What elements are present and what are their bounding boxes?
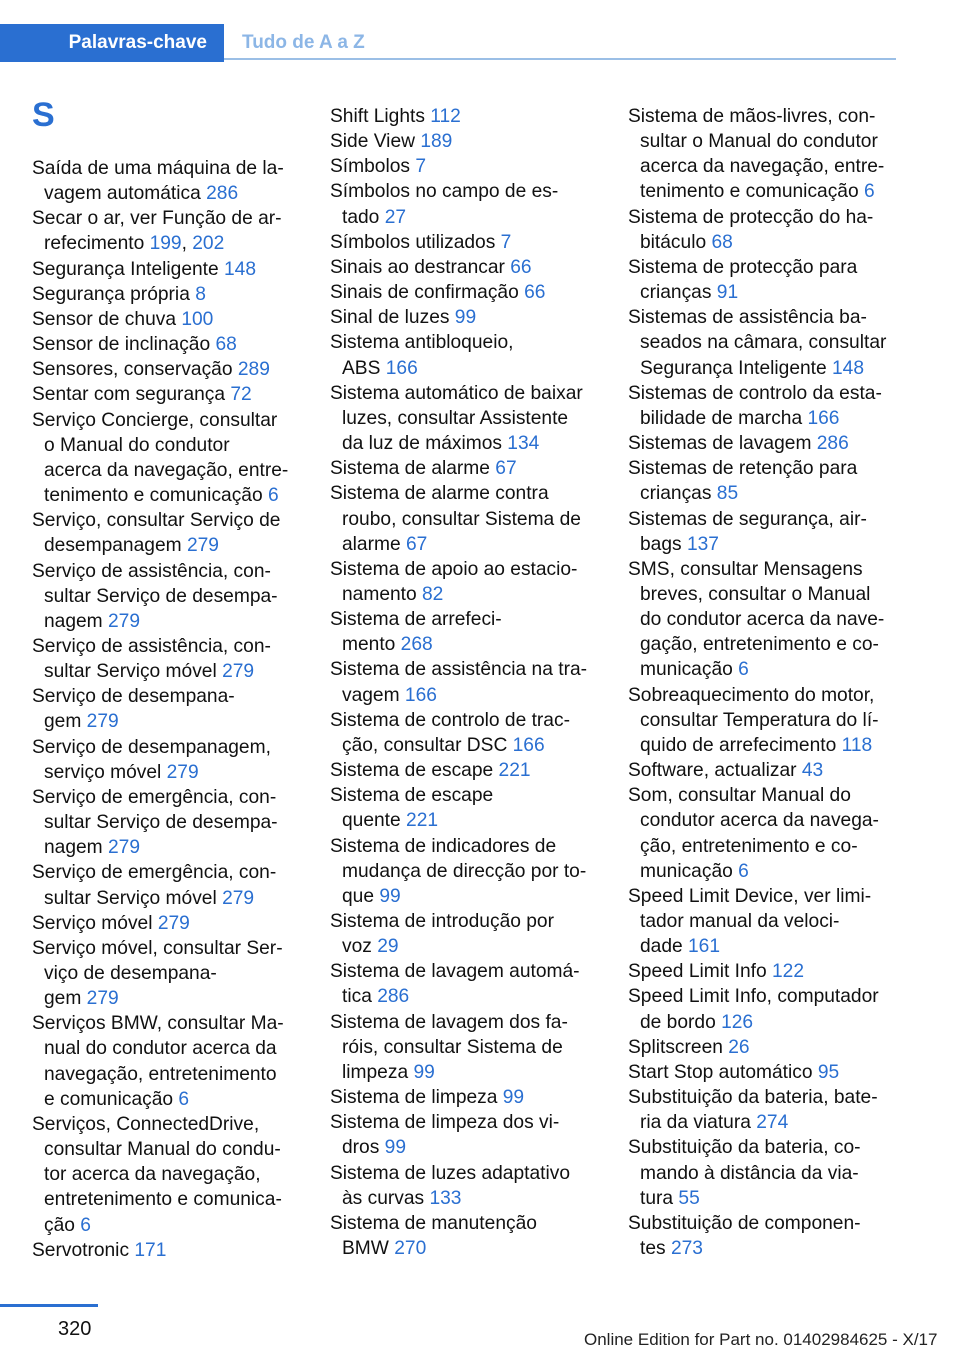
page-reference-link[interactable]: 95: [817, 1061, 840, 1083]
page-reference-link[interactable]: 166: [404, 684, 437, 706]
page-reference-link[interactable]: 112: [430, 106, 461, 127]
tab-a-to-z[interactable]: Tudo de A a Z: [242, 32, 365, 53]
index-entry: [628, 305, 896, 380]
page-reference-link[interactable]: 99: [454, 307, 477, 329]
index-entry-text: acerca da navegação, entre-: [640, 156, 885, 178]
index-entry-text: Sentar com segurança: [32, 384, 231, 406]
index-entry-text: Sistema de alarme: [330, 458, 496, 480]
index-entry-text: tor acerca da navegação,: [44, 1164, 261, 1186]
index-entry-text: nual do condutor acerca da: [44, 1038, 277, 1060]
index-entry: [330, 179, 598, 229]
index-entry-text: quido de arrefecimento: [640, 734, 842, 756]
page-reference-link[interactable]: 221: [406, 810, 439, 832]
index-entry: [32, 860, 300, 910]
index-entry-text: Sistemas de retenção para: [628, 458, 858, 480]
index-entry: [628, 456, 896, 506]
index-entry-text: dros: [342, 1137, 385, 1159]
page-reference-link[interactable]: 43: [801, 760, 824, 782]
index-column-2: [330, 104, 598, 1261]
index-entry: [628, 255, 896, 305]
page-reference-link[interactable]: 26: [728, 1036, 750, 1058]
index-entry-text: Splitscreen: [628, 1036, 729, 1058]
index-entry-text: Substituição da bateria, bate-: [628, 1087, 878, 1109]
page-reference-link[interactable]: 122: [772, 961, 805, 983]
index-entry-text: Sistema de controlo de trac-: [330, 709, 570, 731]
index-entry-text: Serviço de assistência, con-: [32, 635, 271, 657]
index-entry-text: Substituição de componen-: [628, 1212, 861, 1234]
index-entry-text: seados na câmara, consultar: [640, 332, 887, 354]
index-entry-text: Símbolos utilizados: [330, 231, 501, 253]
index-entry: [628, 683, 896, 758]
index-entry-text: Serviço Concierge, consultar: [32, 409, 278, 431]
index-entry-text: municação: [640, 860, 739, 882]
page-reference-link[interactable]: 99: [413, 1061, 435, 1083]
page-reference-link[interactable]: 118: [841, 734, 873, 756]
page-reference-link[interactable]: 67: [495, 458, 517, 480]
page-reference-link[interactable]: 85: [716, 483, 739, 505]
page-reference-link[interactable]: 100: [181, 308, 214, 330]
index-entry-text: Serviço de assistência, con-: [32, 560, 271, 582]
index-entry-text: Sensor de chuva: [32, 308, 182, 330]
index-entry: [628, 758, 896, 783]
page-reference-link[interactable]: 91: [716, 282, 739, 304]
page-reference-link[interactable]: 279: [186, 535, 219, 557]
page-reference-link[interactable]: 66: [524, 282, 546, 304]
index-entry-text: Side View: [330, 131, 421, 153]
index-entry-text: ção, entretenimento e co-: [640, 835, 858, 857]
index-entry-text: Shift Lights: [330, 106, 431, 127]
page-reference-link[interactable]: 99: [379, 885, 401, 907]
index-entry-text: bitáculo: [640, 231, 712, 253]
edition-footer: Online Edition for Part no. 01402984625 - X/17: [584, 1330, 938, 1349]
index-entry-text: Serviço de emergência, con-: [32, 786, 277, 808]
header-divider: [224, 58, 896, 60]
index-entry: [32, 408, 300, 509]
index-entry: [330, 280, 598, 305]
index-entry-text: Sistemas de assistência ba-: [628, 307, 867, 329]
index-entry-text: às curvas: [342, 1187, 430, 1209]
index-entry: [628, 1085, 896, 1135]
index-entry-text: Serviço móvel, consultar Ser-: [32, 937, 283, 959]
index-entry-text: Serviços BMW, consultar Ma-: [32, 1013, 284, 1035]
index-entry: [32, 332, 300, 357]
page-reference-link[interactable]: 134: [507, 433, 540, 455]
index-entry-text: refecimento: [44, 233, 150, 255]
index-entry-text: Símbolos: [330, 156, 416, 178]
page-reference-link[interactable]: 6: [738, 659, 749, 681]
page-reference-link[interactable]: 6: [178, 1088, 190, 1110]
index-entry-text: ABS: [342, 357, 386, 379]
index-entry-text: sultar Serviço móvel: [44, 887, 223, 909]
page-reference-link[interactable]: 133: [429, 1187, 462, 1209]
index-entry: [628, 1135, 896, 1210]
index-entry-text: navegação, entretenimento: [44, 1063, 277, 1085]
page-reference-link[interactable]: 202: [192, 233, 225, 255]
index-entry-text: crianças: [640, 483, 717, 505]
index-entry-text: Sistema de luzes adaptativo: [330, 1162, 570, 1184]
index-entry-text: municação: [640, 659, 739, 681]
index-entry: [32, 559, 300, 634]
page-reference-link[interactable]: 99: [384, 1137, 407, 1159]
page-header: [0, 0, 960, 62]
index-entry-text: Sistema de apoio ao estacio-: [330, 558, 578, 580]
index-entry-text: condutor acerca da navega-: [640, 810, 879, 832]
index-entry: [628, 884, 896, 959]
index-entry: [330, 959, 598, 1009]
index-entry-text: Serviço de emergência, con-: [32, 862, 277, 884]
index-entry-text: namento: [342, 583, 423, 605]
index-entry-text: bilidade de marcha: [640, 407, 808, 429]
index-entry-text: Sinal de luzes: [330, 307, 455, 329]
index-entry: [628, 104, 896, 205]
page-reference-link[interactable]: 279: [86, 711, 119, 733]
page-reference-link[interactable]: 171: [134, 1239, 167, 1261]
index-entry-text: tura: [640, 1187, 679, 1209]
page-reference-link[interactable]: 279: [108, 837, 141, 859]
index-entry-text: Sistema de lavagem automá-: [330, 961, 580, 983]
index-entry-text: e comunicação: [44, 1088, 179, 1110]
index-entry-text: Sistema de arrefeci-: [330, 609, 502, 631]
index-entry-text: gem: [44, 711, 87, 733]
index-entry-text: tador manual da veloci-: [640, 911, 840, 932]
index-entry: [32, 936, 300, 1011]
page-reference-link[interactable]: 279: [222, 661, 255, 683]
page-reference-link[interactable]: 67: [405, 533, 428, 555]
index-entry-text: Sistema de limpeza: [330, 1087, 503, 1109]
index-entry: [330, 783, 598, 833]
page-reference-link[interactable]: 221: [498, 760, 531, 782]
index-entry-text: ção: [44, 1214, 81, 1236]
index-entry-text: mudança de direcção por to-: [342, 860, 587, 882]
page-reference-link[interactable]: 126: [721, 1011, 754, 1033]
index-entry-text: da luz de máximos: [342, 433, 508, 455]
index-entry: [628, 557, 896, 683]
page-reference-link[interactable]: 268: [400, 634, 433, 656]
index-entry-text: Sistema de escape: [330, 760, 499, 782]
index-entry-text: Sistemas de segurança, air-: [628, 508, 867, 530]
index-entry-text: tenimento e comunicação: [640, 181, 864, 203]
index-entry: [32, 735, 300, 785]
index-entry: [330, 758, 598, 783]
index-entry-text: Serviço de desempana-: [32, 686, 235, 708]
index-entry-text: mando à distância da via-: [640, 1162, 859, 1184]
index-entry-text: consultar Manual do condu-: [44, 1139, 281, 1161]
index-entry-text: nagem: [44, 837, 108, 859]
index-entry: [330, 1085, 598, 1110]
page-reference-link[interactable]: 286: [377, 986, 410, 1008]
index-entry-text: gem: [44, 988, 87, 1010]
index-entry-text: Sistema de indicadores de: [330, 835, 557, 857]
index-entry: [628, 1035, 896, 1060]
index-entry-text: Substituição da bateria, co-: [628, 1137, 861, 1159]
index-entry: [330, 909, 598, 959]
index-entry-text: nagem: [44, 610, 108, 632]
index-entry: [330, 1010, 598, 1085]
index-entry-text: gação, entretenimento e co-: [640, 634, 879, 656]
page-reference-link[interactable]: 99: [502, 1087, 525, 1109]
index-entry-text: Sistema de mãos-livres, con-: [628, 106, 876, 127]
index-entry-text: que: [342, 885, 380, 907]
index-entry-text: Segurança Inteligente: [32, 258, 225, 280]
index-entry: [32, 1112, 300, 1238]
index-entry: [330, 607, 598, 657]
index-entry: [330, 230, 598, 255]
page-reference-link[interactable]: 189: [420, 131, 453, 153]
index-entry-text: Sistema de manutenção: [330, 1212, 537, 1234]
index-entry-text: sultar o Manual do condutor: [640, 131, 878, 153]
page-reference-link[interactable]: 82: [422, 583, 444, 605]
footer-accent-line: [0, 1304, 98, 1307]
page-reference-link[interactable]: 166: [512, 734, 545, 756]
index-entry: [628, 959, 896, 984]
index-entry-text: vagem: [342, 684, 405, 706]
index-entry-text: quente: [342, 810, 407, 832]
index-entry-text: ria da viatura: [640, 1112, 757, 1134]
index-entry-text: Sistema de limpeza dos vi-: [330, 1112, 560, 1134]
page-reference-link[interactable]: 6: [267, 485, 279, 507]
index-entry: Secar o ar, ver Função de ar- refecimento 199, 202: [32, 208, 282, 255]
index-entry: [32, 785, 300, 860]
page-reference-link[interactable]: 289: [237, 359, 270, 381]
index-entry-text: desempanagem: [44, 535, 187, 557]
index-entry: [330, 1211, 598, 1261]
index-entry: [32, 911, 300, 936]
page-reference-link[interactable]: 27: [384, 206, 407, 228]
index-entry-text: vagem automática: [44, 183, 207, 205]
page-reference-link[interactable]: 55: [678, 1187, 700, 1209]
index-entry: [628, 431, 896, 456]
page-reference-link[interactable]: 137: [686, 533, 719, 555]
index-entry-text: serviço móvel: [44, 761, 167, 783]
index-entry-text: ção, consultar DSC: [342, 734, 513, 756]
index-entry: [628, 507, 896, 557]
index-entry: [32, 156, 300, 206]
index-entry-text: breves, consultar o Manual: [640, 583, 871, 605]
index-entry-text: Sistema de introdução por: [330, 911, 554, 932]
index-entry-text: Serviço de desempanagem,: [32, 736, 271, 758]
index-entry: [330, 154, 598, 179]
index-entry-text: do condutor acerca da nave-: [640, 609, 885, 631]
index-entry: [628, 381, 896, 431]
index-entry-text: Speed Limit Info: [628, 961, 772, 983]
tab-keywords[interactable]: Palavras-chave: [0, 24, 224, 62]
index-entry-text: viço de desempana-: [44, 963, 217, 984]
index-entry-text: alarme: [342, 533, 406, 555]
index-entry-text: Speed Limit Device, ver limi-: [628, 885, 872, 907]
index-entry: [628, 1060, 896, 1085]
index-entry-text: Sensores, conservação: [32, 359, 238, 381]
index-entry-text: crianças: [640, 282, 717, 304]
page-reference-link[interactable]: 166: [385, 357, 418, 379]
page-reference-link[interactable]: 7: [415, 156, 426, 178]
page-reference-link[interactable]: 279: [157, 912, 190, 934]
index-entry: [330, 834, 598, 909]
index-entry: [330, 557, 598, 607]
index-entry-text: Software, actualizar: [628, 760, 802, 782]
index-entry-text: Sistema de escape: [330, 785, 494, 807]
index-entry: [330, 481, 598, 556]
index-entry-text: BMW: [342, 1238, 395, 1260]
page-reference-link[interactable]: 273: [670, 1238, 703, 1260]
index-entry-text: Sinais de confirmação: [330, 282, 525, 304]
index-entry-text: sultar Serviço de desempa-: [44, 585, 278, 607]
page-reference-link[interactable]: 68: [215, 334, 237, 356]
page-reference-link[interactable]: 166: [807, 407, 840, 429]
index-entry: [330, 657, 598, 707]
index-entry-text: Sistemas de lavagem: [628, 433, 817, 455]
page-reference-link[interactable]: 286: [206, 183, 239, 205]
index-entry-text: tado: [342, 206, 385, 228]
page-reference-link[interactable]: 279: [86, 988, 119, 1010]
index-entry: [330, 255, 598, 280]
page-reference-link[interactable]: 29: [377, 936, 399, 958]
index-entry-text: Sinais ao destrancar: [330, 256, 511, 278]
index-entry-text: tes: [640, 1238, 671, 1260]
index-entry: [330, 708, 598, 758]
index-entry: [628, 1211, 896, 1261]
index-entry-text: Segurança própria: [32, 283, 196, 305]
index-entry: [32, 1011, 300, 1112]
index-entry: [32, 382, 300, 407]
index-entry: [32, 307, 300, 332]
index-entry-text: SMS, consultar Mensagens: [628, 558, 863, 580]
index-entry-text: Serviço móvel: [32, 912, 158, 934]
index-column-1: [32, 98, 300, 1263]
index-entry-text: Sistema automático de baixar: [330, 382, 583, 404]
index-entry-text: Sistema de protecção do ha-: [628, 206, 874, 228]
index-entry-text: tenimento e comunicação: [44, 485, 268, 507]
index-entry-text: Sensor de inclinação: [32, 334, 216, 356]
index-entry: [330, 104, 598, 129]
page-reference-link[interactable]: 279: [166, 761, 199, 783]
index-entry: [32, 357, 300, 382]
index-entry: [32, 508, 300, 558]
page-reference-link[interactable]: 270: [394, 1238, 427, 1260]
index-entry-text: bags: [640, 533, 687, 555]
index-entry: [628, 783, 896, 884]
index-entry: [330, 456, 598, 481]
page-reference-link[interactable]: 72: [230, 384, 252, 406]
index-entry: [330, 1161, 598, 1211]
index-entry-text: dade: [640, 936, 689, 958]
index-entry-text: Sistema de alarme contra: [330, 483, 549, 505]
index-entry-text: de bordo: [640, 1011, 722, 1033]
index-entry: [32, 257, 300, 282]
index-column-3: [628, 104, 896, 1261]
page-reference-link[interactable]: 66: [510, 256, 532, 278]
index-entry-text: Saída de uma máquina de la-: [32, 158, 284, 179]
section-letter: S: [32, 96, 55, 134]
index-entry-text: mento: [342, 634, 401, 656]
index-entry-text: Sistema antibloqueio,: [330, 332, 514, 354]
page-reference-link[interactable]: 7: [500, 231, 512, 253]
index-entry-text: Sistema de lavagem dos fa-: [330, 1011, 568, 1033]
index-entry-text: róis, consultar Sistema de: [342, 1036, 563, 1058]
page-reference-link[interactable]: 199: [149, 233, 182, 255]
index-entry: [330, 1110, 598, 1160]
page-reference-link[interactable]: 6: [80, 1214, 91, 1236]
index-entry: [330, 330, 598, 380]
index-entry-text: Serviço, consultar Serviço de: [32, 510, 281, 532]
index-entry-text: Serviços, ConnectedDrive,: [32, 1113, 260, 1135]
index-entry: [330, 305, 598, 330]
page-reference-link[interactable]: 274: [756, 1112, 789, 1134]
page-reference-link[interactable]: 279: [108, 610, 141, 632]
index-entry-text: roubo, consultar Sistema de: [342, 508, 581, 530]
index-entry-text: o Manual do condutor: [44, 434, 230, 456]
index-entry-text: sultar Serviço móvel: [44, 661, 223, 683]
index-entry-text: voz: [342, 936, 378, 958]
page-reference-link[interactable]: 68: [711, 231, 733, 253]
index-entry: [628, 205, 896, 255]
index-entry-text: luzes, consultar Assistente: [342, 407, 569, 429]
index-entry-text: consultar Temperatura do lí-: [640, 709, 879, 731]
index-entry: [330, 129, 598, 154]
page-reference-link[interactable]: 6: [738, 860, 749, 882]
index-entry: [32, 684, 300, 734]
index-entry: [330, 381, 598, 456]
index-entry-text: Segurança Inteligente: [640, 357, 833, 379]
index-entry: [628, 984, 896, 1034]
index-entry-text: sultar Serviço de desempa-: [44, 812, 278, 834]
index-entry-text: Sistemas de controlo da esta-: [628, 382, 882, 404]
index-entry: [32, 634, 300, 684]
index-entry: [32, 282, 300, 307]
page-reference-link[interactable]: 161: [688, 936, 721, 958]
index-entry-text: Secar o ar, ver Função de ar-: [32, 208, 282, 230]
page-reference-link[interactable]: 8: [195, 283, 206, 305]
index-entry-text: Símbolos no campo de es-: [330, 181, 559, 203]
page-reference-link[interactable]: 286: [816, 433, 849, 455]
page-reference-link[interactable]: 6: [863, 181, 875, 203]
index-entry-text: entretenimento e comunica-: [44, 1189, 282, 1211]
page-reference-link[interactable]: 148: [224, 258, 257, 280]
page-reference-link[interactable]: 148: [832, 357, 865, 379]
index-entry-text: tica: [342, 986, 378, 1008]
index-entry: [32, 1238, 300, 1263]
page-number: 320: [58, 1318, 92, 1340]
index-entry-text: Sistema de protecção para: [628, 256, 858, 278]
index-entry-text: Sistema de assistência na tra-: [330, 659, 588, 681]
index-entry-text: Sobreaquecimento do motor,: [628, 684, 875, 706]
index-entry-text: Som, consultar Manual do: [628, 785, 851, 807]
index-entry-text: limpeza: [342, 1061, 414, 1083]
index-entry-text: Start Stop automático: [628, 1061, 818, 1083]
page-reference-link[interactable]: 279: [222, 887, 255, 909]
index-entry-text: acerca da navegação, entre-: [44, 459, 289, 481]
index-entry-text: Speed Limit Info, computador: [628, 986, 879, 1008]
index-entry-text: Servotronic: [32, 1239, 135, 1261]
